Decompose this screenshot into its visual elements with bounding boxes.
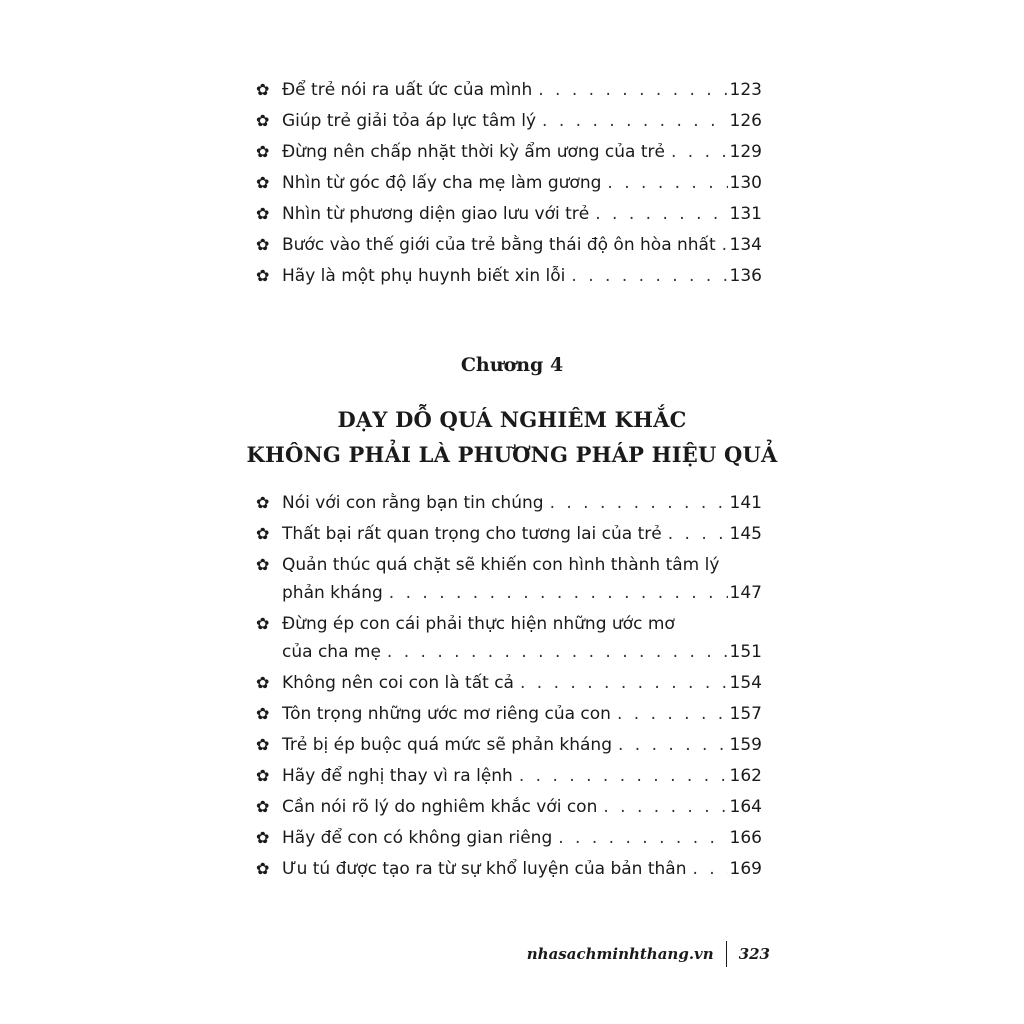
toc-entry-page: 159: [729, 735, 762, 755]
page-number: 323: [738, 945, 770, 963]
chapter-title-line: KHÔNG PHẢI LÀ PHƯƠNG PHÁP HIỆU QUẢ: [246, 442, 778, 467]
flower-bullet-icon: ✿: [256, 266, 270, 285]
toc-entry: [256, 855, 762, 883]
toc-entry: [256, 669, 762, 697]
flower-bullet-icon: ✿: [256, 859, 270, 878]
leader-dots: [571, 262, 727, 290]
flower-bullet-icon: ✿: [256, 614, 270, 633]
flower-bullet-icon: ✿: [256, 828, 270, 847]
toc-entry: [256, 520, 762, 548]
leader-dots: [692, 855, 727, 883]
toc-entry: [256, 138, 762, 169]
leader-dots: [671, 138, 728, 166]
leader-dots: [595, 200, 727, 228]
toc-entry-page: 129: [729, 142, 762, 162]
toc-entry-title: Nhìn từ phương diện giao lưu với trẻ: [282, 204, 590, 224]
toc-entry-title: Hãy để nghị thay vì ra lệnh: [282, 766, 513, 786]
page-footer: [500, 940, 770, 968]
flower-bullet-icon: ✿: [256, 673, 270, 692]
toc-entry-page: 134: [729, 235, 762, 255]
toc-entry-title: Tôn trọng những ước mơ riêng của con: [282, 704, 611, 724]
leader-dots: [618, 731, 728, 759]
toc-entry: [256, 76, 762, 107]
chapter-title: [0, 402, 1024, 472]
toc-entry: [256, 731, 762, 759]
toc-entry-title: Thất bại rất quan trọng cho tương lai của trẻ: [282, 524, 662, 544]
flower-bullet-icon: ✿: [256, 766, 270, 785]
toc-entry-title: Bước vào thế giới của trẻ bằng thái độ ôn hòa nhất: [282, 235, 716, 255]
flower-bullet-icon: ✿: [256, 173, 270, 192]
leader-dots: [603, 793, 727, 821]
toc-entry: [256, 824, 762, 852]
toc-entry-title: Hãy là một phụ huynh biết xin lỗi: [282, 266, 566, 286]
leader-dots: [617, 700, 728, 728]
toc-entry-page: 145: [729, 524, 762, 544]
leader-dots: [550, 489, 728, 517]
toc-entry-page: 131: [729, 204, 762, 224]
toc-entry: [256, 107, 762, 138]
toc-entry: [256, 200, 762, 231]
toc-entry-page: 147: [729, 583, 762, 603]
toc-entry-title: Hãy để con có không gian riêng: [282, 828, 553, 848]
toc-entry-page: 130: [729, 173, 762, 193]
flower-bullet-icon: ✿: [256, 797, 270, 816]
toc-entry-page: 151: [729, 642, 762, 662]
toc-entry-page: 141: [729, 493, 762, 513]
leader-dots: [519, 762, 728, 790]
toc-entry-page: 169: [729, 859, 762, 879]
toc-entry: [256, 231, 762, 262]
leader-dots: [558, 824, 727, 852]
leader-dots: [607, 169, 727, 197]
toc-entry-title: của cha mẹ: [282, 642, 381, 662]
toc-entry: [256, 762, 762, 790]
toc-entry-page: 154: [729, 673, 762, 693]
toc-entry: [256, 169, 762, 200]
toc-entry-title-first-line: Quản thúc quá chặt sẽ khiến con hình thành tâm lý: [282, 555, 720, 575]
toc-list-chapter-4: [256, 489, 762, 886]
toc-entry-page: 157: [729, 704, 762, 724]
leader-dots: [542, 107, 728, 135]
leader-dots: [538, 76, 727, 104]
toc-entry-title: Đừng nên chấp nhặt thời kỳ ẩm ương của trẻ: [282, 142, 665, 162]
flower-bullet-icon: ✿: [256, 555, 270, 574]
toc-entry-title: Không nên coi con là tất cả: [282, 673, 514, 693]
flower-bullet-icon: ✿: [256, 704, 270, 723]
flower-bullet-icon: ✿: [256, 80, 270, 99]
toc-entry-title-first-line: Đừng ép con cái phải thực hiện những ước mơ: [282, 614, 675, 634]
leader-dots: [722, 231, 728, 259]
flower-bullet-icon: ✿: [256, 204, 270, 223]
toc-entry-title: Cần nói rõ lý do nghiêm khắc với con: [282, 797, 598, 817]
toc-entry: [256, 489, 762, 517]
leader-dots: [668, 520, 728, 548]
toc-entry-page: 166: [729, 828, 762, 848]
toc-list-previous-chapter: [256, 76, 762, 293]
toc-entry-title: phản kháng: [282, 583, 383, 603]
toc-entry-title: Nói với con rằng bạn tin chúng: [282, 493, 544, 513]
toc-entry: [256, 262, 762, 293]
flower-bullet-icon: ✿: [256, 735, 270, 754]
flower-bullet-icon: ✿: [256, 142, 270, 161]
toc-entry: [256, 610, 762, 666]
chapter-title-line: DẠY DỖ QUÁ NGHIÊM KHẮC: [337, 407, 687, 432]
toc-entry-page: 123: [729, 80, 762, 100]
toc-entry-page: 136: [729, 266, 762, 286]
toc-entry-title: Nhìn từ góc độ lấy cha mẹ làm gương: [282, 173, 602, 193]
toc-entry: [256, 551, 762, 607]
flower-bullet-icon: ✿: [256, 493, 270, 512]
toc-entry-page: 126: [729, 111, 762, 131]
flower-bullet-icon: ✿: [256, 111, 270, 130]
toc-entry-page: 162: [729, 766, 762, 786]
toc-entry: [256, 700, 762, 728]
chapter-label: Chương 4: [460, 354, 564, 376]
toc-entry-title: Giúp trẻ giải tỏa áp lực tâm lý: [282, 111, 537, 131]
leader-dots: [520, 669, 728, 697]
flower-bullet-icon: ✿: [256, 524, 270, 543]
flower-bullet-icon: ✿: [256, 235, 270, 254]
toc-entry-title: Để trẻ nói ra uất ức của mình: [282, 80, 533, 100]
toc-entry-title: Ưu tú được tạo ra từ sự khổ luyện của bản thân: [282, 859, 687, 879]
toc-entry: [256, 793, 762, 821]
toc-entry-title: Trẻ bị ép buộc quá mức sẽ phản kháng: [282, 735, 612, 755]
footer-divider: [726, 941, 727, 967]
leader-dots: [387, 638, 728, 666]
toc-entry-page: 164: [729, 797, 762, 817]
leader-dots: [389, 579, 728, 607]
publisher-website: nhasachminhthang.vn: [526, 945, 714, 963]
